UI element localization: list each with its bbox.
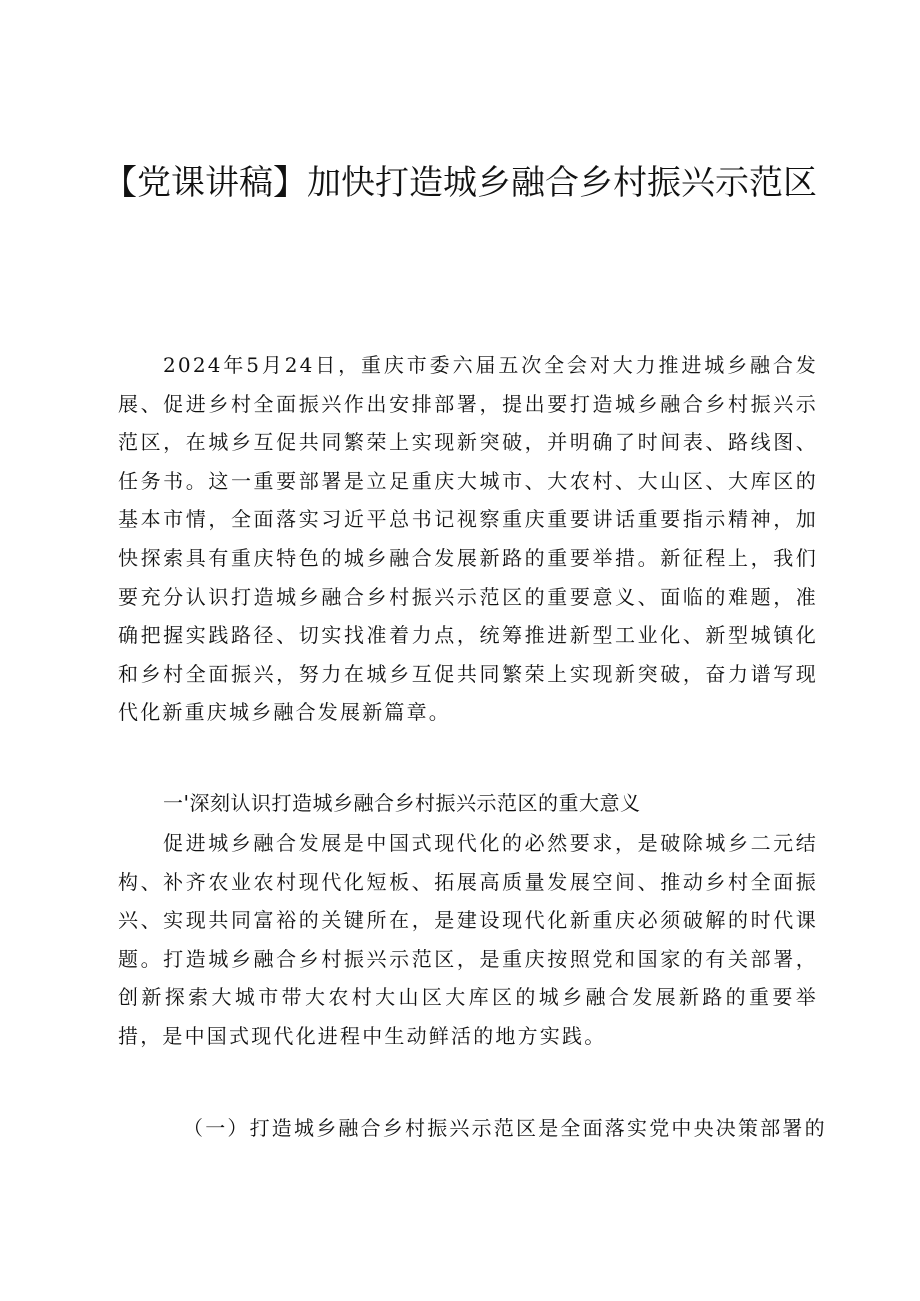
document-title: 【党课讲稿】加快打造城乡融合乡村振兴示范区 [103,163,817,203]
subsection-heading: （一）打造城乡融合乡村振兴示范区是全面落实党中央决策部署的 [183,1116,827,1140]
intro-paragraph: 2024年5月24日，重庆市委六届五次全会对大力推进城乡融合发展、促进乡村全面振兴作出安排部署，提出要打造城乡融合乡村振兴示范区，在城乡互促共同繁荣上实现新突破，并明确了时间表、路线图、任务书。这一重要部署是立足重庆大城市、大农村、大山区、大库区的基本市情，全面落实习近平总书记视察重庆重要讲话重要指示精神，加快探索具有重庆特色的城乡融合发展新路的重要举措。新征程上，我们要充分认识打造城乡融合乡村振兴示范区的重要意义、面临的难题，准确把握实践路径、切实找准着力点，统筹推进新型工业化、新型城镇化和乡村全面振兴，努力在城乡互促共同繁荣上实现新突破，奋力谱写现代化新重庆城乡融合发展新篇章。 [118,353,818,725]
section-paragraph: 促进城乡融合发展是中国式现代化的必然要求，是破除城乡二元结构、补齐农业农村现代化短板、拓展高质量发展空间、推动乡村全面振兴、实现共同富裕的关键所在，是建设现代化新重庆必须破解的时代课题。打造城乡融合乡村振兴示范区，是重庆按照党和国家的有关部署，创新探索大城市带大农村大山区大库区的城乡融合发展新路的重要举措，是中国式现代化进程中生动鲜活的地方实践。 [118,831,818,1048]
section-heading: 一'深刻认识打造城乡融合乡村振兴示范区的重大意义 [163,791,641,815]
